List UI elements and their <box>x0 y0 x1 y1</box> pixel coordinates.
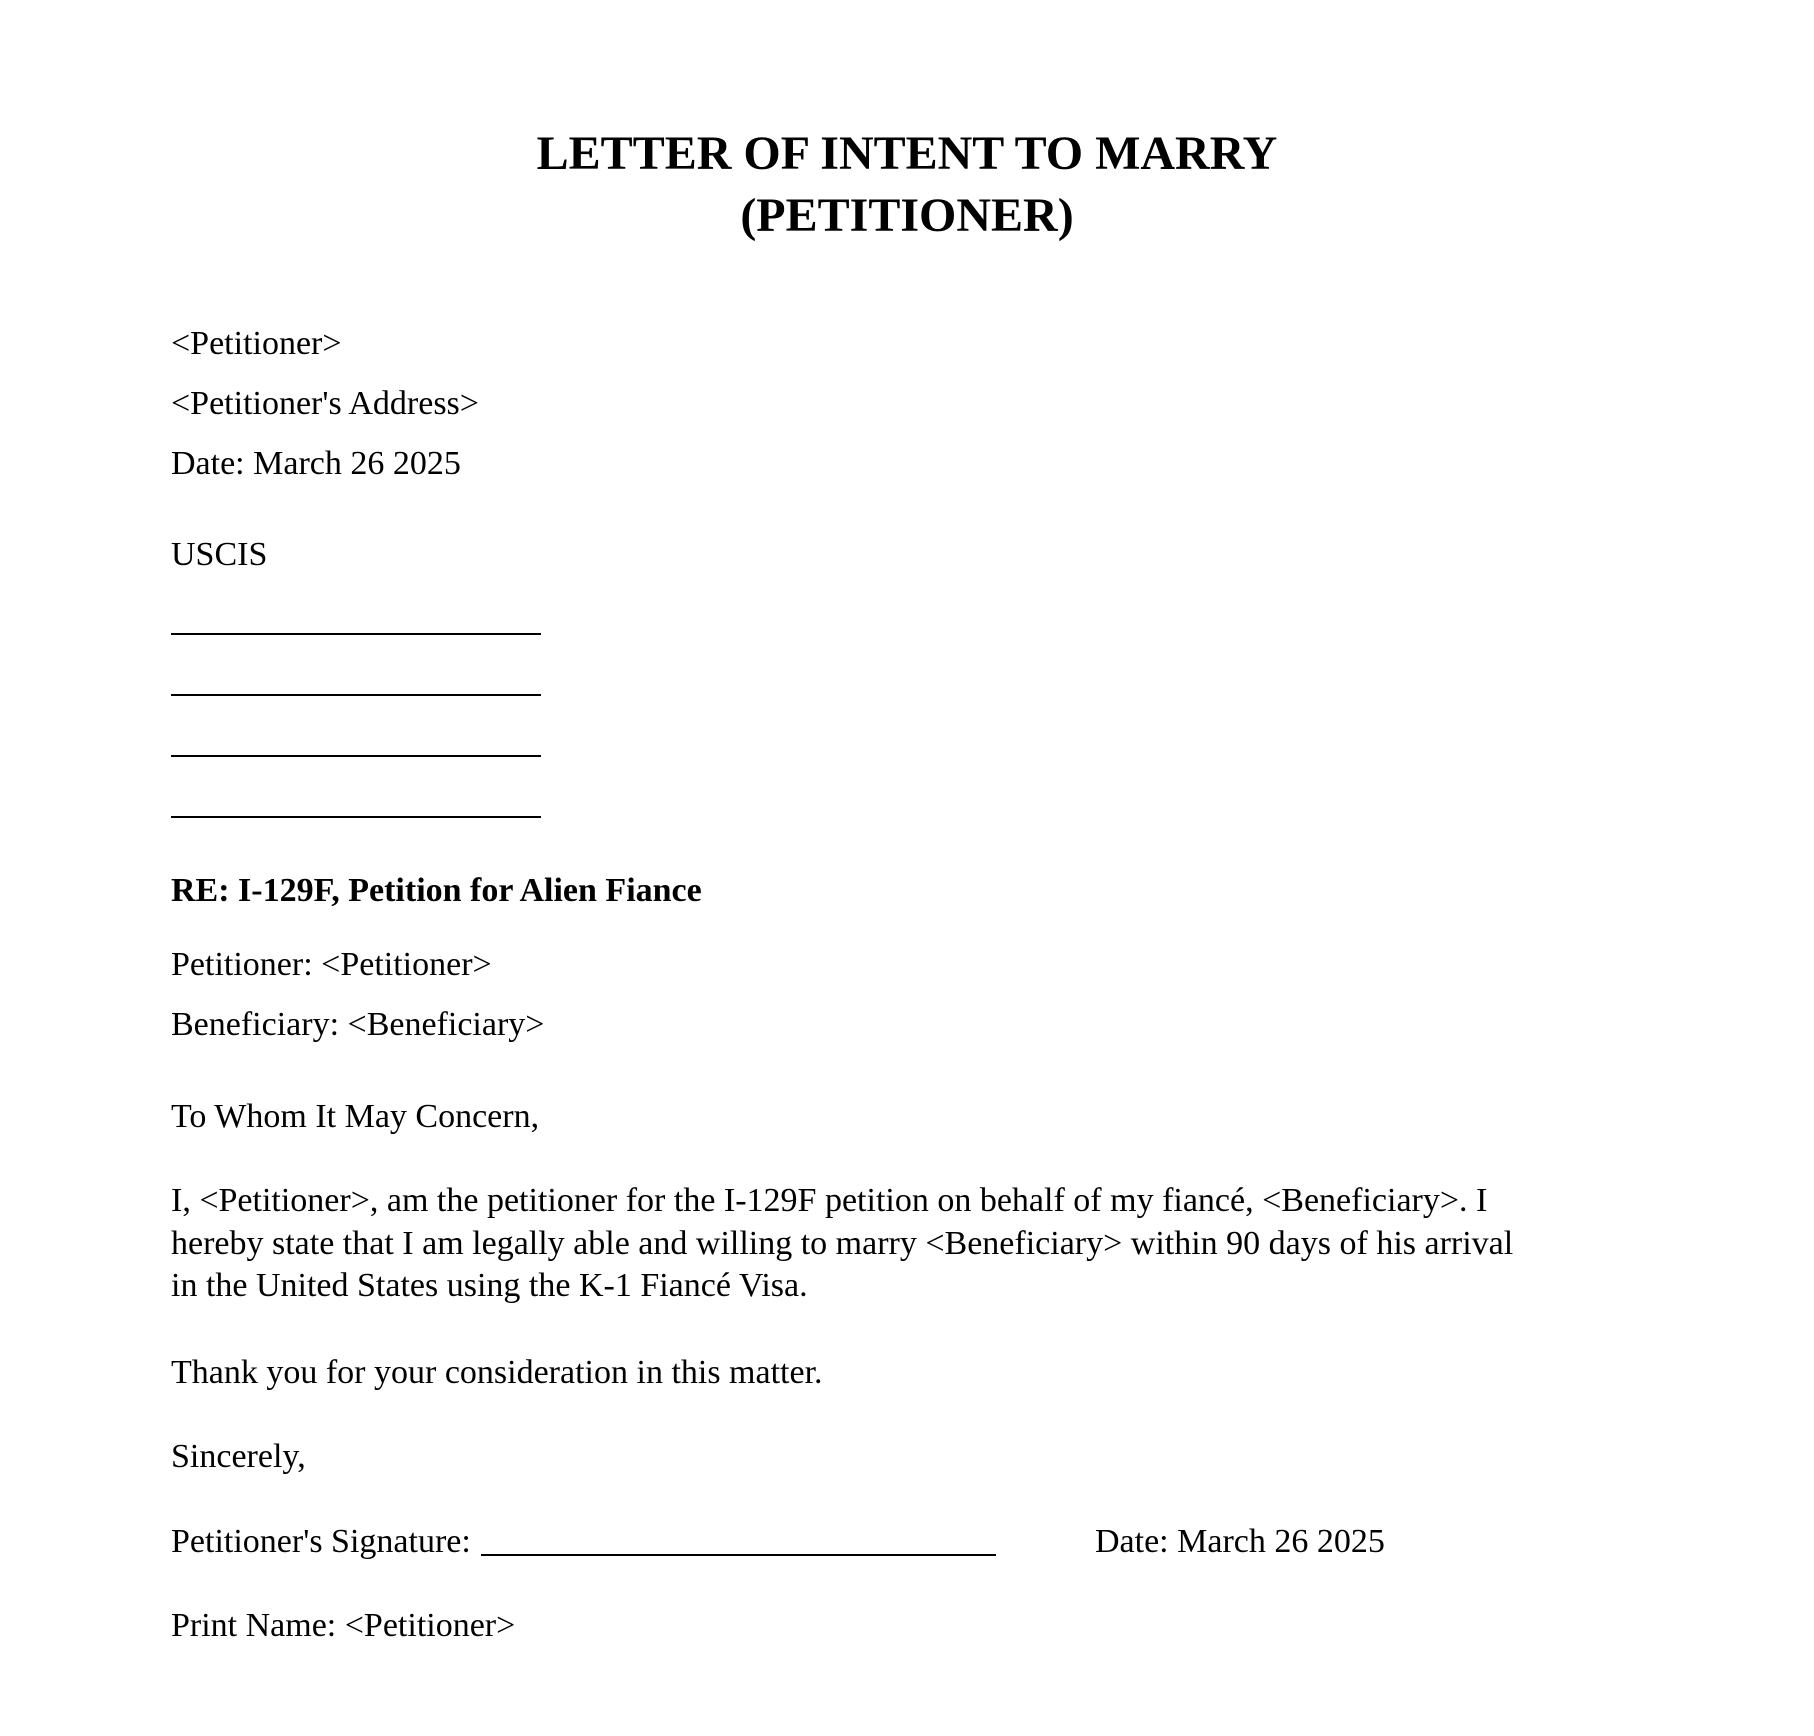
signature-label: Petitioner's Signature: <box>171 1523 471 1560</box>
sender-address: <Petitioner's Address> <box>171 385 479 422</box>
letter-subtitle: (PETITIONER) <box>740 189 1074 242</box>
signature-blank-line <box>481 1554 996 1556</box>
signature-row <box>171 1521 996 1563</box>
recipient-address-blank-line <box>171 694 541 696</box>
recipient-name: USCIS <box>171 536 268 573</box>
thanks-line: Thank you for your consideration in this matter. <box>171 1354 823 1391</box>
recipient-address-blank-line <box>171 755 541 757</box>
recipient-address-blank-line <box>171 816 541 818</box>
re-petitioner: Petitioner: <Petitioner> <box>171 946 492 983</box>
re-beneficiary: Beneficiary: <Beneficiary> <box>171 1006 545 1043</box>
body-paragraph-line: I, <Petitioner>, am the petitioner for the I-129F petition on behalf of my fiancé, <Beneficiary>. I <box>171 1182 1488 1219</box>
body-paragraph-line: hereby state that I am legally able and willing to marry <Beneficiary> within 90 days of his arrival <box>171 1225 1514 1262</box>
sender-date: Date: March 26 2025 <box>171 445 461 482</box>
re-subject: RE: I-129F, Petition for Alien Fiance <box>171 872 702 909</box>
body-paragraph-line: in the United States using the K-1 Fiancé Visa. <box>171 1267 808 1304</box>
letter-title: LETTER OF INTENT TO MARRY <box>536 127 1278 180</box>
sender-name: <Petitioner> <box>171 325 342 362</box>
salutation: To Whom It May Concern, <box>171 1098 540 1135</box>
signature-date: Date: March 26 2025 <box>1095 1523 1385 1560</box>
recipient-address-blank-line <box>171 633 541 635</box>
closing: Sincerely, <box>171 1438 306 1475</box>
print-name: Print Name: <Petitioner> <box>171 1607 516 1644</box>
